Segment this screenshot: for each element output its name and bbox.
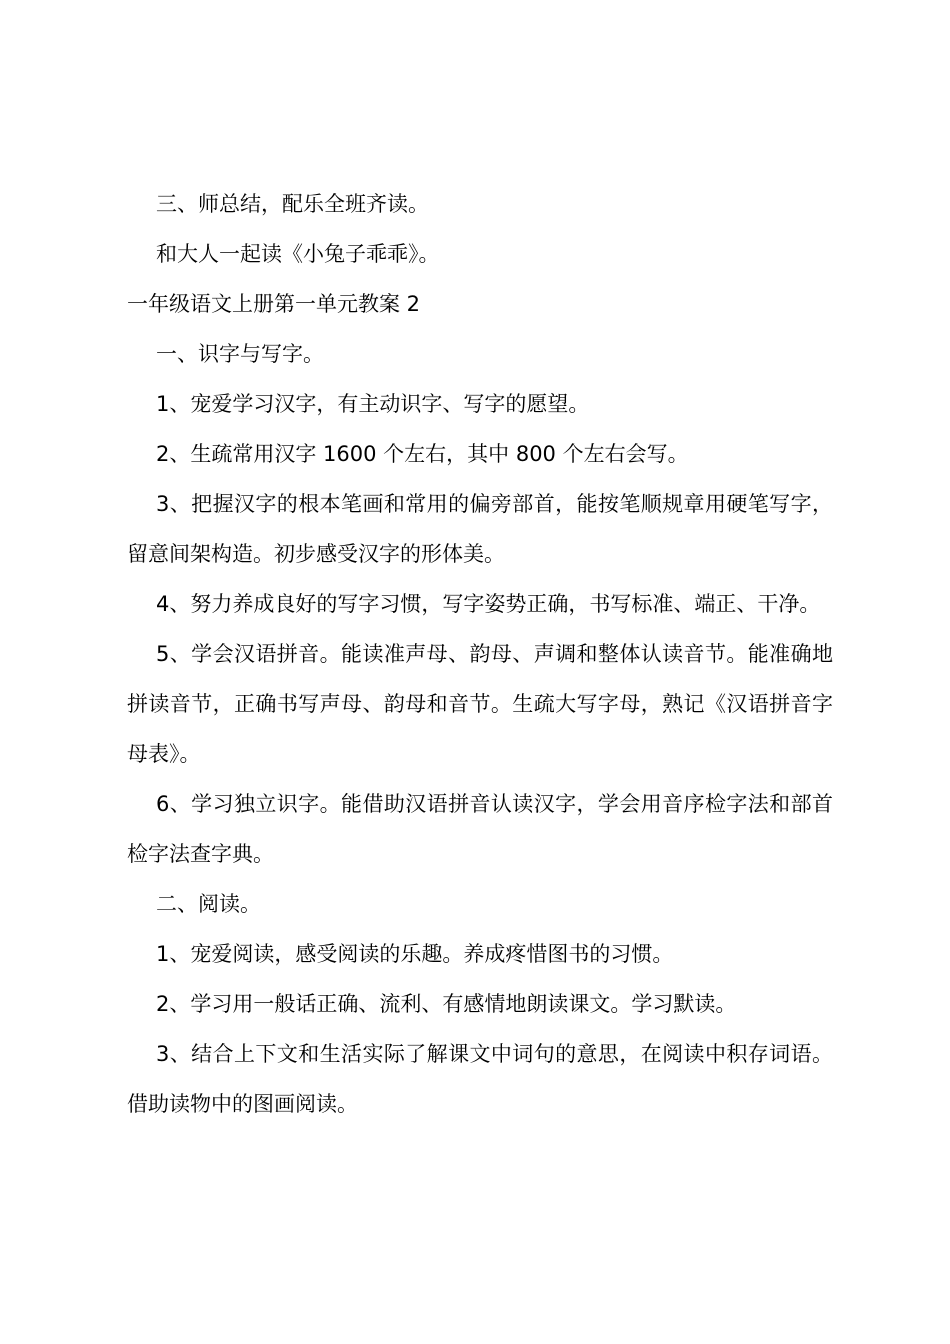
paragraph-summary: 三、师总结，配乐全班齐读。 xyxy=(156,192,429,216)
section-heading-reading: 二、阅读。 xyxy=(156,892,261,916)
list-item: 2、学习用一般话正确、流利、有感情地朗读课文。学习默读。 xyxy=(156,992,737,1016)
list-item: 1、宠爱阅读，感受阅读的乐趣。养成疼惜图书的习惯。 xyxy=(156,942,674,966)
list-item: 3、结合上下文和生活实际了解课文中词句的意思，在阅读中积存词语。借助读物中的图画阅读。 xyxy=(127,1042,833,1116)
lesson-plan-heading: 一年级语文上册第一单元教案 2 xyxy=(127,292,421,316)
document-body xyxy=(127,179,833,1129)
list-item: 4、努力养成良好的写字习惯，写字姿势正确，书写标准、端正、干净。 xyxy=(156,592,821,616)
list-item: 3、把握汉字的根本笔画和常用的偏旁部首，能按笔顺规章用硬笔写字，留意间架构造。初步感受汉字的形体美。 xyxy=(127,492,833,566)
paragraph-read-together: 和大人一起读《小兔子乖乖》。 xyxy=(156,242,440,266)
list-item: 2、生疏常用汉字 1600 个左右，其中 800 个左右会写。 xyxy=(156,442,689,466)
list-item: 6、学习独立识字。能借助汉语拼音认读汉字，学会用音序检字法和部首检字法查字典。 xyxy=(127,792,833,866)
section-heading-literacy: 一、识字与写字。 xyxy=(156,342,324,366)
list-item: 5、学会汉语拼音。能读准声母、韵母、声调和整体认读音节。能准确地拼读音节，正确书写声母、韵母和音节。生疏大写字母，熟记《汉语拼音字母表》。 xyxy=(127,642,833,766)
list-item: 1、宠爱学习汉字，有主动识字、写字的愿望。 xyxy=(156,392,590,416)
